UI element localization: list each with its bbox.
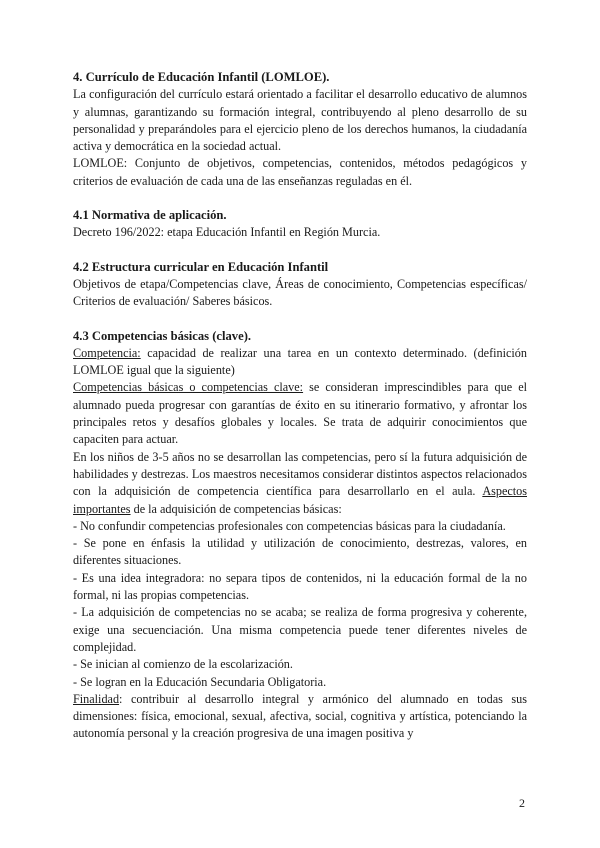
competencia-text: capacidad de realizar una tarea en un contexto determinado. (definición LOMLOE igual que la siguiente) <box>73 345 527 378</box>
finalidad-text: : contribuir al desarrollo integral y armónico del alumnado en todas sus dimensiones: física, emocional, sexual, afectiva, social, cognitiva y artística, potenciando la autonomía personal y la creación progresiva de una imagen positiva y <box>73 691 527 741</box>
ninos-paragraph <box>73 449 527 518</box>
list-item: - Se logran en la Educación Secundaria Obligatoria. <box>73 674 327 689</box>
list-item: - La adquisición de competencias no se acaba; se realiza de forma progresiva y coherente, exige una secuenciación. Una misma competencia puede tener diferentes niveles de complejidad. <box>73 605 527 654</box>
section-4-1-paragraph: Decreto 196/2022: etapa Educación Infantil en Región Murcia. <box>73 225 381 240</box>
competencias-basicas-label: Competencias básicas o competencias clave: <box>73 380 304 395</box>
section-4-heading: 4. Currículo de Educación Infantil (LOMLOE). <box>73 70 330 84</box>
list-item: - Se pone en énfasis la utilidad y utilización de conocimiento, destrezas, valores, en diferentes situaciones. <box>73 536 527 568</box>
list-item: - Es una idea integradora: no separa tipos de contenidos, ni la educación formal de la no formal, ni las propias competencias. <box>73 570 527 603</box>
aspectos-label: Aspectos importantes <box>73 484 527 516</box>
aspectos-text: de la adquisición de competencias básicas: <box>130 501 342 516</box>
section-4-1-heading: 4.1 Normativa de aplicación. <box>73 208 227 223</box>
section-4-paragraph-1: La configuración del currículo estará orientado a facilitar el desarrollo educativo de alumnos y alumnas, garantizando su formación integral, contribuyendo al pleno desarrollo de su personalidad y preparándoles para el ejercicio pleno de los derechos humanos, la ciudadanía activa y democrática en la sociedad actual. <box>73 87 527 154</box>
finalidad-paragraph <box>73 691 527 743</box>
competencia-label: Competencia: <box>73 345 141 360</box>
section-4-3-heading: 4.3 Competencias básicas (clave). <box>73 328 252 343</box>
page-number: 2 <box>519 796 525 810</box>
list-item: - No confundir competencias profesionales con competencias básicas para la ciudadanía. <box>73 518 506 533</box>
list-item: - Se inician al comienzo de la escolarización. <box>73 657 293 672</box>
competencia-definition <box>73 345 527 380</box>
section-4-paragraph-2: LOMLOE: Conjunto de objetivos, competencias, contenidos, métodos pedagógicos y criterios de evaluación de cada una de las enseñanzas reguladas en él. <box>73 156 527 188</box>
finalidad-label: Finalidad <box>73 691 120 706</box>
ninos-text: En los niños de 3-5 años no se desarrollan las competencias, pero sí la futura adquisición de habilidades y destrezas. Los maestros necesitamos considerar distintos aspectos relacionados con la adquisición de competencia científica para desarrollarlo en el aula. <box>73 449 527 499</box>
section-4-2-paragraph: Objetivos de etapa/Competencias clave, Áreas de conocimiento, Competencias específicas/ Criterios de evaluación/ Saberes básicos. <box>73 276 527 309</box>
section-4-2-heading: 4.2 Estructura curricular en Educación Infantil <box>73 259 329 274</box>
competencias-basicas-definition <box>73 379 527 448</box>
page-content <box>73 69 527 743</box>
competencias-basicas-text: se consideran imprescindibles para que el alumnado pueda progresar con garantías de éxito en su itinerario formativo, y afrontar los principales retos y desafíos globales y locales. Se trata de adquirir conocimientos que capaciten para actuar. <box>73 380 527 447</box>
